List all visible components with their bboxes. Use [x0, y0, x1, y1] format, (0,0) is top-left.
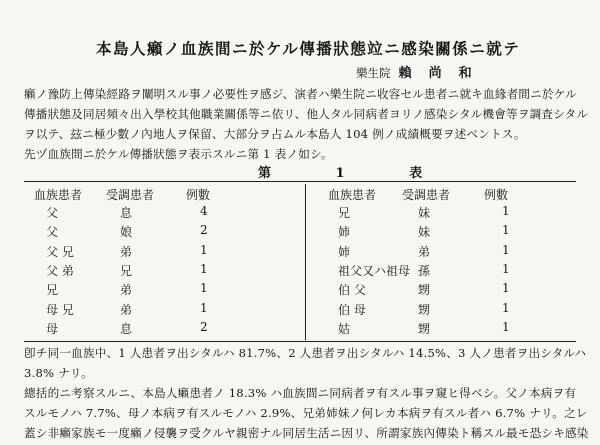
- table-cell-blood: 父: [46, 206, 59, 220]
- table-cell-count: 1: [200, 261, 208, 276]
- table-cell-count: 1: [200, 281, 208, 296]
- table-cell-patient: 息: [120, 206, 133, 220]
- table-cell-blood: 母 兄: [46, 302, 74, 317]
- table-cell-count: 1: [502, 281, 510, 296]
- table-cell-patient: 娘: [120, 225, 133, 240]
- paragraph-intro-line-2: 傳播狀態及同居頻々出入學校其他職業關係等ニ依リ、他人タル同病者ヨリノ感染シタル機會等ヲ調査シタル: [24, 107, 589, 121]
- table-cell-count: 1: [200, 300, 208, 315]
- table-cell-count: 1: [200, 242, 208, 257]
- table-cell-blood: 兄: [338, 206, 351, 220]
- author-institution: 樂生院: [356, 66, 391, 80]
- table-title: 第 1 表: [258, 166, 453, 181]
- paragraph-result-line-2: 3.8% ナリ。: [24, 366, 93, 380]
- table-cell-patient: 妹: [418, 206, 431, 220]
- table-cell-blood: 姉: [338, 244, 351, 259]
- table-top-rule: [24, 181, 576, 182]
- paper-title: 本島人癩ノ血族間ニ於ケル傳播狀態竝ニ感染關係ニ就テ: [96, 39, 521, 58]
- table-cell-count: 1: [502, 242, 510, 257]
- table-cell-count: 1: [502, 204, 510, 218]
- table-header-count-left: 例數: [186, 188, 211, 202]
- table-cell-blood: 姑: [338, 321, 351, 336]
- table-cell-count: 1: [502, 223, 510, 238]
- paragraph-intro-line-3: ヲ以テ、玆ニ極少數ノ內地人ヲ保留、大部分ヲ占ムル本島人 104 例ノ成績概要ヲ述ベントス。: [24, 127, 526, 141]
- table-cell-patient: 弟: [120, 283, 133, 298]
- table-cell-blood: 姉: [338, 225, 351, 240]
- author-line: [356, 62, 489, 81]
- table-cell-blood: 父: [46, 225, 59, 240]
- table-cell-count: 1: [502, 319, 510, 334]
- table-cell-blood: 父 兄: [46, 244, 74, 259]
- table-cell-count: 2: [200, 223, 208, 238]
- table-cell-patient: 妹: [418, 225, 431, 240]
- table-divider: [305, 184, 306, 340]
- paragraph-summary-line-1: 總括的ニ考察スルニ、本島人癩患者ノ 18.3% ハ血族間ニ同病者ヲ有スル事ヲ窺ヒ得ベシ。父ノ本病ヲ有: [24, 386, 577, 400]
- paragraph-summary-line-2: スルモノハ 7.7%、母ノ本病ヲ有スルモノハ 2.9%、兄弟姉妹ノ何レカ本病ヲ有スル者ハ 6.7% ナリ。之レ: [24, 406, 588, 420]
- author-name: 賴尚和: [398, 66, 489, 81]
- paragraph-result-line-1: 卽チ同一血族中、1 人患者ヲ出シタルハ 81.7%、2 人患者ヲ出シタルハ 14.5%、3 人ノ患者ヲ出シタルハ: [24, 346, 587, 360]
- table-cell-patient: 兄: [120, 263, 133, 278]
- table-cell-patient: 甥: [418, 321, 431, 336]
- table-bottom-rule: [24, 341, 576, 342]
- paragraph-table-ref: 先ヅ血族間ニ於ケル傳播狀態ヲ表示スルニ第 1 表ノ如シ。: [24, 147, 333, 161]
- table-cell-patient: 孫: [418, 263, 431, 278]
- table-cell-blood: 祖父又ハ祖母: [338, 263, 411, 278]
- table-cell-blood: 兄: [46, 283, 59, 298]
- table-cell-blood: 伯 母: [338, 302, 366, 317]
- table-cell-blood: 伯 父: [338, 283, 366, 298]
- table-header-patient-right: 受調患者: [402, 188, 451, 202]
- table-cell-count: 2: [200, 319, 208, 334]
- table-cell-count: 1: [502, 261, 510, 276]
- table-cell-blood: 母: [46, 321, 59, 336]
- table-cell-patient: 息: [120, 321, 133, 336]
- table-header-count-right: 例數: [484, 188, 509, 202]
- table-header-blood-left: 血族患者: [34, 188, 83, 202]
- paragraph-summary-line-3: 蓋シ非癩家族モ一度癩ノ侵襲ヲ受クルヤ親密ナル同居生活ニ因リ、所謂家族內傳染ト稱スル最モ恐シキ感染: [24, 426, 589, 440]
- table-cell-patient: 弟: [418, 244, 431, 259]
- table-cell-patient: 甥: [418, 283, 431, 298]
- table-cell-patient: 弟: [120, 244, 133, 259]
- table-header-patient-left: 受調患者: [106, 188, 155, 202]
- table-cell-patient: 弟: [120, 302, 133, 317]
- table-cell-blood: 父 弟: [46, 263, 74, 278]
- paragraph-intro-line-1: 癩ノ豫防上傳染經路ヲ闡明スル事ノ必要性ヲ感ジ、演者ハ樂生院ニ收容セル患者ニ就キ血緣者間ニ於ケル: [24, 87, 577, 101]
- table-cell-patient: 甥: [418, 302, 431, 317]
- table-cell-count: 4: [200, 204, 208, 218]
- table-cell-count: 1: [502, 300, 510, 315]
- table-header-blood-right: 血族患者: [328, 188, 377, 202]
